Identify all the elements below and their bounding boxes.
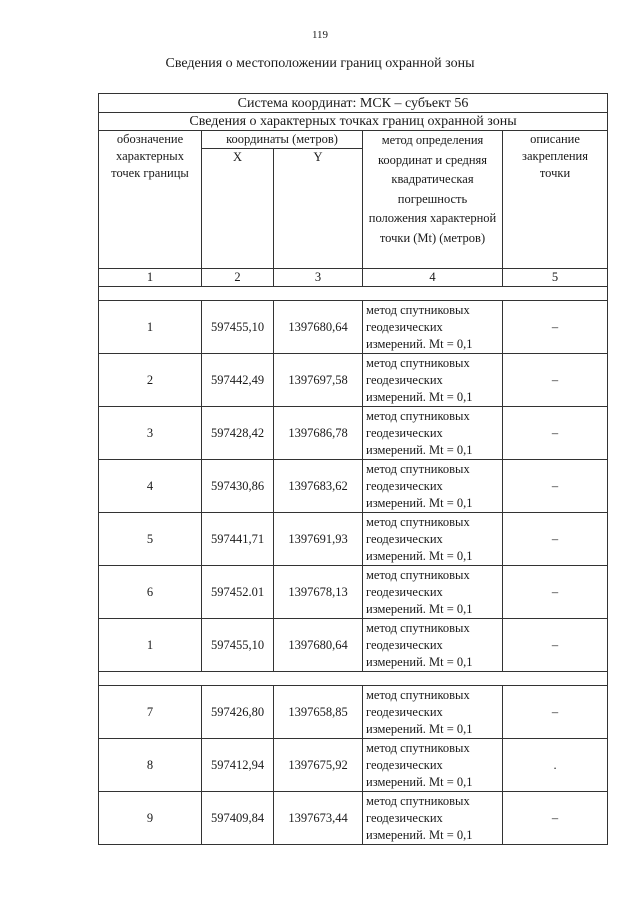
separator-cell	[99, 672, 608, 686]
point-id-cell: 8	[99, 739, 202, 792]
method-cell: метод спутниковых геодезических измерений. Mt = 0,1	[363, 566, 503, 619]
point-id-cell: 2	[99, 354, 202, 407]
y-coordinate-cell: 1397678,13	[274, 566, 363, 619]
point-id-cell: 9	[99, 792, 202, 845]
x-coordinate-cell: 597442,49	[202, 354, 274, 407]
coordinate-system-label: Система координат: МСК – субъект 56	[99, 94, 608, 113]
x-coordinate-cell: 597412,94	[202, 739, 274, 792]
point-id-cell: 1	[99, 301, 202, 354]
description-cell: –	[503, 354, 608, 407]
table-row	[99, 354, 608, 407]
y-coordinate-cell: 1397686,78	[274, 407, 363, 460]
table-row	[99, 301, 608, 354]
description-cell: –	[503, 513, 608, 566]
x-coordinate-cell: 597426,80	[202, 686, 274, 739]
y-coordinate-cell: 1397675,92	[274, 739, 363, 792]
y-coordinate-cell: 1397680,64	[274, 301, 363, 354]
header-y: Y	[274, 149, 363, 269]
x-coordinate-cell: 597430,86	[202, 460, 274, 513]
page-number: 119	[311, 29, 329, 41]
method-cell: метод спутниковых геодезических измерений. Mt = 0,1	[363, 301, 503, 354]
col-number: 5	[503, 269, 608, 287]
group-separator	[99, 672, 608, 686]
y-coordinate-cell: 1397697,58	[274, 354, 363, 407]
description-cell: –	[503, 407, 608, 460]
description-cell: –	[503, 619, 608, 672]
point-id-cell: 5	[99, 513, 202, 566]
section-label: Сведения о характерных точках границ охранной зоны	[99, 113, 608, 131]
boundary-points-table	[98, 93, 608, 845]
x-coordinate-cell: 597452.01	[202, 566, 274, 619]
description-cell: .	[503, 739, 608, 792]
method-cell: метод спутниковых геодезических измерений. Mt = 0,1	[363, 739, 503, 792]
method-cell: метод спутниковых геодезических измерений. Mt = 0,1	[363, 513, 503, 566]
header-point-designation: обозначение характерных точек границы	[99, 131, 202, 269]
y-coordinate-cell: 1397658,85	[274, 686, 363, 739]
description-cell: –	[503, 686, 608, 739]
table-row	[99, 686, 608, 739]
header-method: метод определения координат и средняя квадратическая погрешность положения характерной точки (Mt) (метров)	[363, 131, 503, 269]
point-id-cell: 1	[99, 619, 202, 672]
group-separator	[99, 287, 608, 301]
x-coordinate-cell: 597428,42	[202, 407, 274, 460]
header-x: X	[202, 149, 274, 269]
method-cell: метод спутниковых геодезических измерений. Mt = 0,1	[363, 460, 503, 513]
y-coordinate-cell: 1397673,44	[274, 792, 363, 845]
point-id-cell: 6	[99, 566, 202, 619]
method-cell: метод спутниковых геодезических измерений. Mt = 0,1	[363, 686, 503, 739]
description-cell: –	[503, 792, 608, 845]
y-coordinate-cell: 1397680,64	[274, 619, 363, 672]
x-coordinate-cell: 597455,10	[202, 619, 274, 672]
col-number: 2	[202, 269, 274, 287]
col-number: 1	[99, 269, 202, 287]
table-row	[99, 407, 608, 460]
y-coordinate-cell: 1397683,62	[274, 460, 363, 513]
point-id-cell: 7	[99, 686, 202, 739]
table-row	[99, 739, 608, 792]
x-coordinate-cell: 597409,84	[202, 792, 274, 845]
separator-cell	[99, 287, 608, 301]
method-cell: метод спутниковых геодезических измерений. Mt = 0,1	[363, 619, 503, 672]
table-row	[99, 792, 608, 845]
col-number: 3	[274, 269, 363, 287]
method-cell: метод спутниковых геодезических измерений. Mt = 0,1	[363, 354, 503, 407]
x-coordinate-cell: 597441,71	[202, 513, 274, 566]
table-row	[99, 513, 608, 566]
method-cell: метод спутниковых геодезических измерений. Mt = 0,1	[363, 792, 503, 845]
col-number: 4	[363, 269, 503, 287]
point-id-cell: 3	[99, 407, 202, 460]
description-cell: –	[503, 566, 608, 619]
table-row	[99, 460, 608, 513]
document-title: Сведения о местоположении границ охранной зоны	[165, 56, 475, 71]
y-coordinate-cell: 1397691,93	[274, 513, 363, 566]
method-cell: метод спутниковых геодезических измерений. Mt = 0,1	[363, 407, 503, 460]
table-row	[99, 619, 608, 672]
description-cell: –	[503, 460, 608, 513]
x-coordinate-cell: 597455,10	[202, 301, 274, 354]
point-id-cell: 4	[99, 460, 202, 513]
header-description: описание закрепления точки	[503, 131, 608, 269]
table-row	[99, 566, 608, 619]
description-cell: –	[503, 301, 608, 354]
header-coordinates: координаты (метров)	[202, 131, 363, 149]
